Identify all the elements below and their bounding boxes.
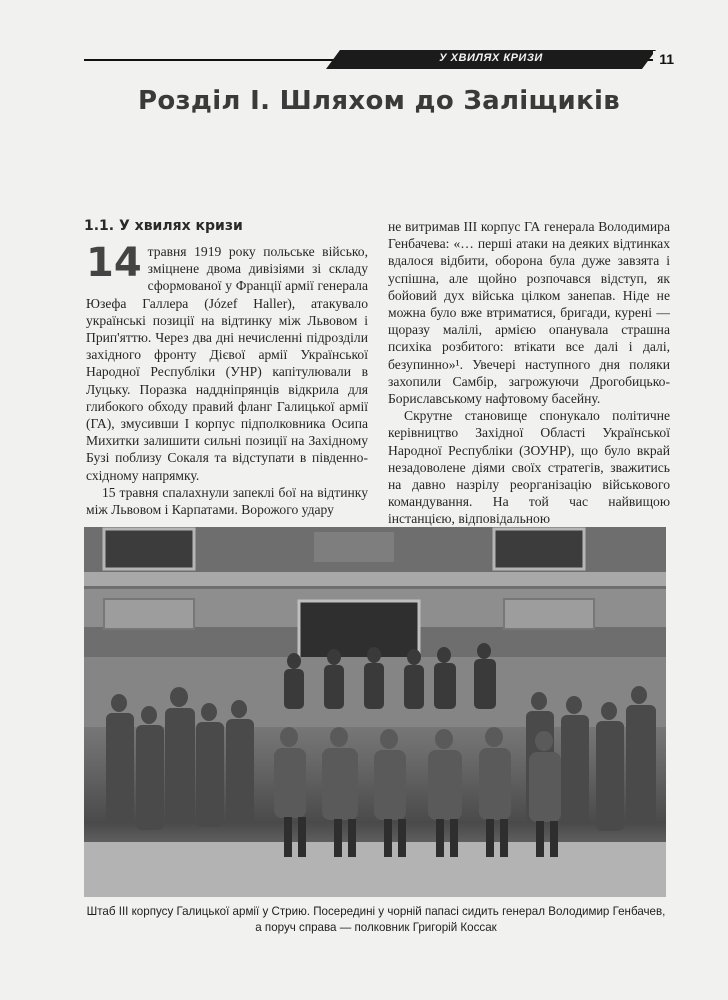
page-number: 11 <box>653 51 674 67</box>
caption-line-1: Штаб ІІІ корпусу Галицької армії у Стрию. Посередині у чорній папасі сидить генерал Володимир Генбачев, <box>86 905 666 918</box>
text-column-right <box>388 218 670 527</box>
photo-scene <box>84 527 666 897</box>
running-header-section: У ХВИЛЯХ КРИЗИ <box>439 52 543 64</box>
photo-caption <box>86 904 666 936</box>
section-heading: 1.1. У хвилях кризи <box>84 218 243 234</box>
paragraph-2: 15 травня спалахнули запеклі бої на відтинку між Львовом і Карпатами. Ворожого удару <box>86 484 368 518</box>
running-header <box>84 50 674 70</box>
paragraph-3: не витримав ІІІ корпус ГА генерала Володимира Генбачева: «… перші атаки на деяких відтинках вдалося відбити, оборона була дуже завзята і успішна, але щойно розпочався відступ, як бойовий дух війська цілком занепав. Ніде не можна було вже втриматися, бригади, курені — щоразу малілі, армією опанувала страшна психіка розбитого: втікати все далі і далі, безупинно»¹. Увечері наступного дня поляки захопили Самбір, загрожуючи Дрогобицько-Бориславському нафтовому басейну. <box>388 219 670 407</box>
group-photograph <box>84 527 666 897</box>
paragraph-4: Скрутне становище спонукало політичне керівництво Західної Області Української Народної Республіки (ЗОУНР), що було вкрай незадоволене діями своїх стратегів, зважитись на давно назрілу реорганізацію військового командування. На той час найвищою інстанцією, відповідальною <box>388 408 670 527</box>
chapter-title: Розділ І. Шляхом до Заліщиків <box>138 86 620 116</box>
text-column-left <box>86 240 368 518</box>
paragraph-1: 14 травня 1919 року польське військо, зміцнене двома дивізіями зі складу сформованої у Франції армії генерала Юзефа Галлера (Józef Haller), атакувало українські позиції на відтинку між Львовом і Прип'яттю. Через два дні нечисленні підрозділи західного фронту Дієвої армії Української Народної Республіки (УНР) капітулювали в Луцьку. Поразка наддніпрянців відкрила для глибокого обходу правий фланг Галицької армії (ГА), змусивши І корпус підполковника Осипа Михитки залишити сильні позиції на Західному Бузі поблизу Сокаля та відступати в південно-східному напрямку. <box>86 240 368 483</box>
drop-cap: 14 <box>86 240 142 286</box>
caption-line-2: а поруч справа — полковник Григорій Коссак <box>255 921 497 934</box>
